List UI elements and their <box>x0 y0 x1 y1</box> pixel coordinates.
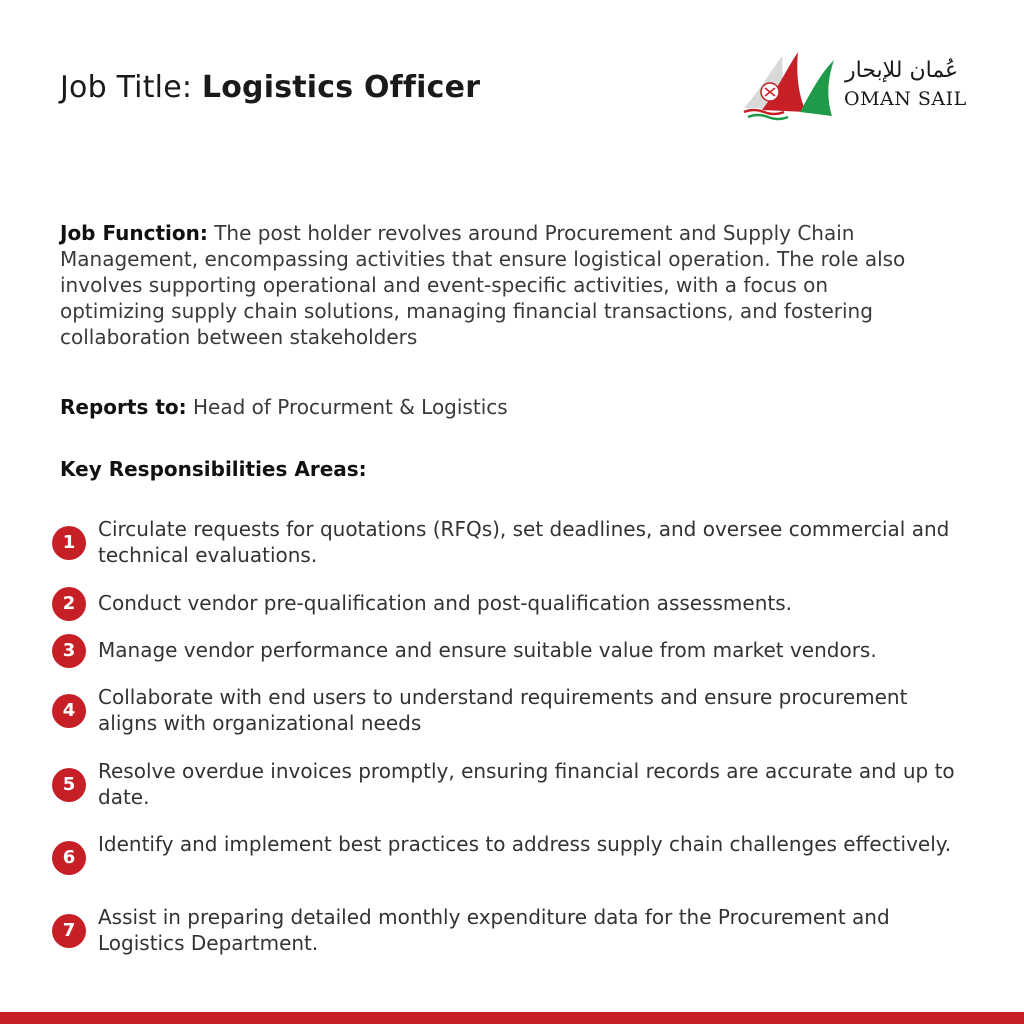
number-badge: 5 <box>52 768 86 802</box>
bottom-accent-bar <box>0 1012 1024 1024</box>
sail-emblem-icon <box>740 50 840 122</box>
oman-sail-logo <box>740 50 967 122</box>
list-item-text: Conduct vendor pre-qualification and post-qualification assessments. <box>98 591 793 615</box>
number-badge: 3 <box>52 634 86 668</box>
responsibilities-heading: Key Responsibilities Areas: <box>60 457 367 481</box>
job-function-label: Job Function: <box>60 221 208 245</box>
logo-latin-text: OMAN SAIL <box>844 88 967 110</box>
list-item-text: Manage vendor performance and ensure suitable value from market vendors. <box>98 638 877 662</box>
list-item-text: Identify and implement best practices to address supply chain challenges effectively. <box>98 832 952 856</box>
reports-to-label: Reports to: <box>60 395 187 419</box>
job-function-paragraph <box>60 220 910 350</box>
job-title-value: Logistics Officer <box>201 70 481 105</box>
logo-arabic-text: عُمان للإبحار <box>845 58 959 83</box>
number-badge: 2 <box>52 587 86 621</box>
number-badge: 7 <box>52 914 86 948</box>
job-function-text: The post holder revolves around Procurement and Supply Chain Management, encompassing activities that ensure logistical operation. The role also involves supporting operational and event-specific activities, with a focus on optimizing supply chain solutions, managing financial transactions, and fostering collaboration between stakeholders <box>60 221 906 349</box>
reports-to-line <box>60 394 930 420</box>
list-item-text: Collaborate with end users to understand requirements and ensure procurement aligns with organizational needs <box>98 685 908 735</box>
reports-to-value: Head of Procurment & Logistics <box>186 395 508 419</box>
page-title <box>60 70 480 105</box>
title-prefix: Job Title: <box>60 70 202 105</box>
number-badge: 6 <box>52 841 86 875</box>
list-item-text: Resolve overdue invoices promptly, ensuring financial records are accurate and up to date. <box>98 759 955 809</box>
list-item-text: Assist in preparing detailed monthly expenditure data for the Procurement and Logistics Department. <box>98 905 890 955</box>
number-badge: 1 <box>52 526 86 560</box>
number-badge: 4 <box>52 694 86 728</box>
list-item-text: Circulate requests for quotations (RFQs), set deadlines, and oversee commercial and technical evaluations. <box>98 517 950 567</box>
